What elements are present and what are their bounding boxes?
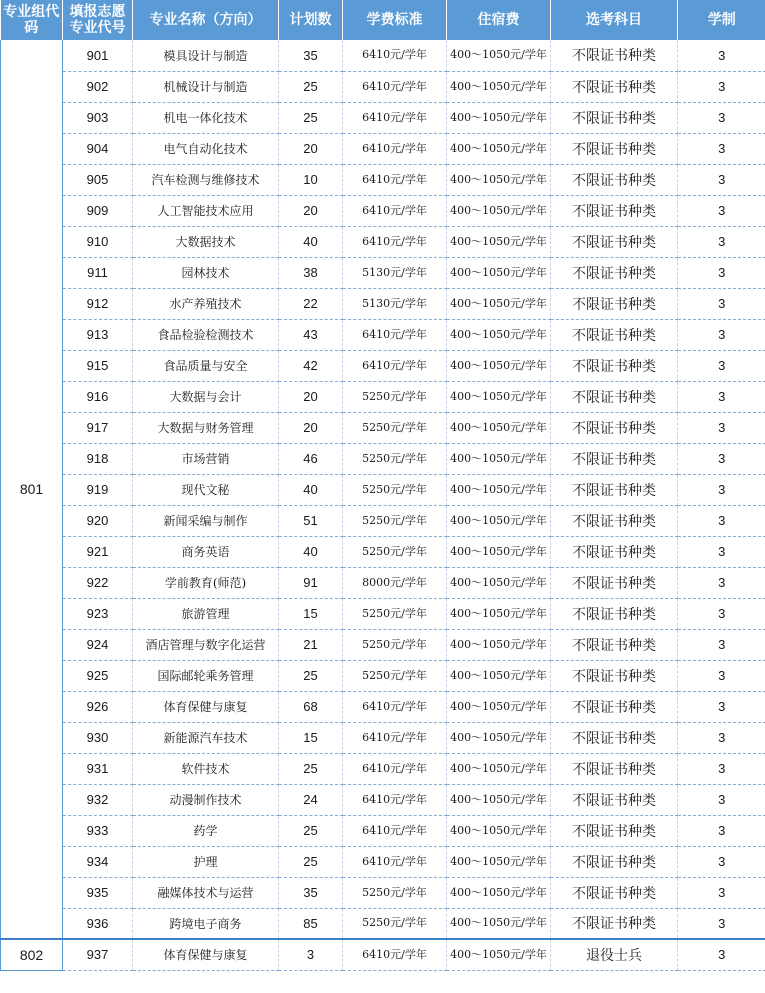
plan-count-cell: 20 <box>279 381 343 412</box>
major-code-cell: 924 <box>63 629 133 660</box>
tuition-cell: 6410元/学年 <box>343 226 447 257</box>
tuition-cell: 5250元/学年 <box>343 660 447 691</box>
header-major-code: 填报志愿专业代号 <box>63 0 133 40</box>
major-code-cell: 937 <box>63 939 133 970</box>
lodging-fee-cell: 400～1050元/学年 <box>447 629 551 660</box>
table-row <box>1 164 765 195</box>
tuition-cell: 5250元/学年 <box>343 412 447 443</box>
table-row <box>1 567 765 598</box>
major-code-cell: 934 <box>63 846 133 877</box>
tuition-cell: 6410元/学年 <box>343 815 447 846</box>
plan-count-cell: 43 <box>279 319 343 350</box>
table-row <box>1 288 765 319</box>
lodging-fee-cell: 400～1050元/学年 <box>447 257 551 288</box>
years-cell: 3 <box>678 319 765 350</box>
table-row <box>1 195 765 226</box>
lodging-fee-cell: 400～1050元/学年 <box>447 474 551 505</box>
major-name-cell: 机电一体化技术 <box>133 102 279 133</box>
tuition-cell: 5250元/学年 <box>343 474 447 505</box>
major-name-cell: 国际邮轮乘务管理 <box>133 660 279 691</box>
plan-count-cell: 40 <box>279 536 343 567</box>
plan-count-cell: 25 <box>279 102 343 133</box>
tuition-cell: 6410元/学年 <box>343 753 447 784</box>
major-name-cell: 大数据技术 <box>133 226 279 257</box>
tuition-cell: 6410元/学年 <box>343 195 447 226</box>
major-name-cell: 新能源汽车技术 <box>133 722 279 753</box>
lodging-fee-cell: 400～1050元/学年 <box>447 939 551 970</box>
table-row <box>1 846 765 877</box>
subject-cell: 不限证书种类 <box>551 691 678 722</box>
major-name-cell: 水产养殖技术 <box>133 288 279 319</box>
major-code-cell: 904 <box>63 133 133 164</box>
major-code-cell: 913 <box>63 319 133 350</box>
lodging-fee-cell: 400～1050元/学年 <box>447 40 551 71</box>
plan-count-cell: 20 <box>279 412 343 443</box>
years-cell: 3 <box>678 40 765 71</box>
major-code-cell: 915 <box>63 350 133 381</box>
table-row <box>1 102 765 133</box>
table-row <box>1 381 765 412</box>
subject-cell: 不限证书种类 <box>551 71 678 102</box>
lodging-fee-cell: 400～1050元/学年 <box>447 877 551 908</box>
years-cell: 3 <box>678 536 765 567</box>
tuition-cell: 5250元/学年 <box>343 629 447 660</box>
plan-count-cell: 46 <box>279 443 343 474</box>
table-row <box>1 815 765 846</box>
subject-cell: 不限证书种类 <box>551 815 678 846</box>
major-name-cell: 体育保健与康复 <box>133 691 279 722</box>
plan-count-cell: 10 <box>279 164 343 195</box>
plan-count-cell: 24 <box>279 784 343 815</box>
years-cell: 3 <box>678 474 765 505</box>
years-cell: 3 <box>678 877 765 908</box>
tuition-cell: 6410元/学年 <box>343 40 447 71</box>
major-name-cell: 市场营销 <box>133 443 279 474</box>
major-code-cell: 903 <box>63 102 133 133</box>
table-row <box>1 660 765 691</box>
years-cell: 3 <box>678 753 765 784</box>
header-lodging: 住宿费 <box>447 0 551 40</box>
subject-cell: 不限证书种类 <box>551 164 678 195</box>
major-code-cell: 901 <box>63 40 133 71</box>
subject-cell: 不限证书种类 <box>551 629 678 660</box>
major-code-cell: 917 <box>63 412 133 443</box>
years-cell: 3 <box>678 412 765 443</box>
major-code-cell: 912 <box>63 288 133 319</box>
subject-cell: 不限证书种类 <box>551 846 678 877</box>
tuition-cell: 6410元/学年 <box>343 71 447 102</box>
plan-count-cell: 42 <box>279 350 343 381</box>
major-code-cell: 933 <box>63 815 133 846</box>
subject-cell: 不限证书种类 <box>551 598 678 629</box>
subject-cell: 不限证书种类 <box>551 722 678 753</box>
years-cell: 3 <box>678 257 765 288</box>
lodging-fee-cell: 400～1050元/学年 <box>447 753 551 784</box>
years-cell: 3 <box>678 567 765 598</box>
plan-count-cell: 20 <box>279 195 343 226</box>
major-code-cell: 918 <box>63 443 133 474</box>
lodging-fee-cell: 400～1050元/学年 <box>447 505 551 536</box>
major-name-cell: 学前教育(师范) <box>133 567 279 598</box>
subject-cell: 不限证书种类 <box>551 474 678 505</box>
header-subject: 选考科目 <box>551 0 678 40</box>
header-plan: 计划数 <box>279 0 343 40</box>
major-name-cell: 大数据与财务管理 <box>133 412 279 443</box>
lodging-fee-cell: 400～1050元/学年 <box>447 102 551 133</box>
subject-cell: 不限证书种类 <box>551 784 678 815</box>
tuition-cell: 8000元/学年 <box>343 567 447 598</box>
plan-count-cell: 91 <box>279 567 343 598</box>
subject-cell: 不限证书种类 <box>551 195 678 226</box>
years-cell: 3 <box>678 443 765 474</box>
major-code-cell: 930 <box>63 722 133 753</box>
table-row <box>1 753 765 784</box>
plan-count-cell: 68 <box>279 691 343 722</box>
table-row <box>1 71 765 102</box>
lodging-fee-cell: 400～1050元/学年 <box>447 598 551 629</box>
table-row <box>1 319 765 350</box>
table-row <box>1 629 765 660</box>
table-row <box>1 443 765 474</box>
major-name-cell: 体育保健与康复 <box>133 939 279 970</box>
subject-cell: 不限证书种类 <box>551 133 678 164</box>
tuition-cell: 5250元/学年 <box>343 598 447 629</box>
table-header <box>1 0 765 40</box>
table-row <box>1 412 765 443</box>
tuition-cell: 5250元/学年 <box>343 877 447 908</box>
subject-cell: 不限证书种类 <box>551 40 678 71</box>
table-row <box>1 536 765 567</box>
major-code-cell: 909 <box>63 195 133 226</box>
table-row <box>1 908 765 939</box>
years-cell: 3 <box>678 722 765 753</box>
table-row <box>1 598 765 629</box>
table-row <box>1 257 765 288</box>
table-row <box>1 939 765 970</box>
years-cell: 3 <box>678 71 765 102</box>
years-cell: 3 <box>678 381 765 412</box>
tuition-cell: 5250元/学年 <box>343 536 447 567</box>
tuition-cell: 5130元/学年 <box>343 257 447 288</box>
major-name-cell: 食品质量与安全 <box>133 350 279 381</box>
major-name-cell: 软件技术 <box>133 753 279 784</box>
major-name-cell: 药学 <box>133 815 279 846</box>
table-body <box>1 40 765 970</box>
years-cell: 3 <box>678 846 765 877</box>
major-name-cell: 融媒体技术与运营 <box>133 877 279 908</box>
tuition-cell: 5250元/学年 <box>343 443 447 474</box>
subject-cell: 不限证书种类 <box>551 443 678 474</box>
major-code-cell: 902 <box>63 71 133 102</box>
tuition-cell: 6410元/学年 <box>343 133 447 164</box>
plan-count-cell: 35 <box>279 40 343 71</box>
plan-count-cell: 85 <box>279 908 343 939</box>
major-name-cell: 护理 <box>133 846 279 877</box>
header-tuition: 学费标准 <box>343 0 447 40</box>
table-row <box>1 133 765 164</box>
major-code-cell: 932 <box>63 784 133 815</box>
major-code-cell: 911 <box>63 257 133 288</box>
major-code-cell: 916 <box>63 381 133 412</box>
subject-cell: 退役士兵 <box>551 939 678 970</box>
lodging-fee-cell: 400～1050元/学年 <box>447 691 551 722</box>
major-name-cell: 酒店管理与数字化运营 <box>133 629 279 660</box>
major-name-cell: 园林技术 <box>133 257 279 288</box>
years-cell: 3 <box>678 598 765 629</box>
major-code-cell: 925 <box>63 660 133 691</box>
subject-cell: 不限证书种类 <box>551 753 678 784</box>
header-years: 学制 <box>678 0 765 40</box>
years-cell: 3 <box>678 815 765 846</box>
group-code-cell: 801 <box>1 40 63 939</box>
lodging-fee-cell: 400～1050元/学年 <box>447 536 551 567</box>
subject-cell: 不限证书种类 <box>551 381 678 412</box>
subject-cell: 不限证书种类 <box>551 257 678 288</box>
lodging-fee-cell: 400～1050元/学年 <box>447 660 551 691</box>
subject-cell: 不限证书种类 <box>551 567 678 598</box>
plan-count-cell: 25 <box>279 71 343 102</box>
plan-count-cell: 40 <box>279 226 343 257</box>
tuition-cell: 6410元/学年 <box>343 846 447 877</box>
table-row <box>1 474 765 505</box>
lodging-fee-cell: 400～1050元/学年 <box>447 350 551 381</box>
major-code-cell: 935 <box>63 877 133 908</box>
major-code-cell: 936 <box>63 908 133 939</box>
years-cell: 3 <box>678 691 765 722</box>
major-code-cell: 922 <box>63 567 133 598</box>
major-name-cell: 人工智能技术应用 <box>133 195 279 226</box>
lodging-fee-cell: 400～1050元/学年 <box>447 195 551 226</box>
years-cell: 3 <box>678 908 765 939</box>
major-name-cell: 商务英语 <box>133 536 279 567</box>
major-code-cell: 919 <box>63 474 133 505</box>
lodging-fee-cell: 400～1050元/学年 <box>447 908 551 939</box>
subject-cell: 不限证书种类 <box>551 660 678 691</box>
years-cell: 3 <box>678 629 765 660</box>
tuition-cell: 6410元/学年 <box>343 350 447 381</box>
major-name-cell: 汽车检测与维修技术 <box>133 164 279 195</box>
subject-cell: 不限证书种类 <box>551 877 678 908</box>
major-name-cell: 模具设计与制造 <box>133 40 279 71</box>
plan-count-cell: 51 <box>279 505 343 536</box>
tuition-cell: 5250元/学年 <box>343 908 447 939</box>
years-cell: 3 <box>678 350 765 381</box>
plan-count-cell: 25 <box>279 753 343 784</box>
header-major-name: 专业名称（方向） <box>133 0 279 40</box>
major-name-cell: 食品检验检测技术 <box>133 319 279 350</box>
table-row <box>1 40 765 71</box>
group-code-cell: 802 <box>1 939 63 970</box>
lodging-fee-cell: 400～1050元/学年 <box>447 71 551 102</box>
lodging-fee-cell: 400～1050元/学年 <box>447 722 551 753</box>
major-code-cell: 905 <box>63 164 133 195</box>
years-cell: 3 <box>678 102 765 133</box>
major-code-cell: 921 <box>63 536 133 567</box>
years-cell: 3 <box>678 164 765 195</box>
tuition-cell: 5130元/学年 <box>343 288 447 319</box>
plan-count-cell: 35 <box>279 877 343 908</box>
lodging-fee-cell: 400～1050元/学年 <box>447 412 551 443</box>
years-cell: 3 <box>678 505 765 536</box>
table-row <box>1 505 765 536</box>
tuition-cell: 6410元/学年 <box>343 691 447 722</box>
tuition-cell: 5250元/学年 <box>343 381 447 412</box>
table-row <box>1 691 765 722</box>
major-name-cell: 现代文秘 <box>133 474 279 505</box>
years-cell: 3 <box>678 784 765 815</box>
major-name-cell: 电气自动化技术 <box>133 133 279 164</box>
plan-count-cell: 15 <box>279 722 343 753</box>
years-cell: 3 <box>678 226 765 257</box>
major-code-cell: 926 <box>63 691 133 722</box>
plan-count-cell: 22 <box>279 288 343 319</box>
lodging-fee-cell: 400～1050元/学年 <box>447 846 551 877</box>
tuition-cell: 6410元/学年 <box>343 164 447 195</box>
plan-count-cell: 25 <box>279 660 343 691</box>
lodging-fee-cell: 400～1050元/学年 <box>447 133 551 164</box>
plan-count-cell: 3 <box>279 939 343 970</box>
tuition-cell: 6410元/学年 <box>343 722 447 753</box>
major-code-cell: 931 <box>63 753 133 784</box>
lodging-fee-cell: 400～1050元/学年 <box>447 381 551 412</box>
lodging-fee-cell: 400～1050元/学年 <box>447 164 551 195</box>
lodging-fee-cell: 400～1050元/学年 <box>447 226 551 257</box>
lodging-fee-cell: 400～1050元/学年 <box>447 784 551 815</box>
tuition-cell: 6410元/学年 <box>343 784 447 815</box>
table-row <box>1 784 765 815</box>
table-row <box>1 722 765 753</box>
subject-cell: 不限证书种类 <box>551 102 678 133</box>
plan-count-cell: 25 <box>279 815 343 846</box>
major-name-cell: 机械设计与制造 <box>133 71 279 102</box>
years-cell: 3 <box>678 660 765 691</box>
major-name-cell: 动漫制作技术 <box>133 784 279 815</box>
plan-count-cell: 38 <box>279 257 343 288</box>
plan-count-cell: 21 <box>279 629 343 660</box>
table-row <box>1 350 765 381</box>
lodging-fee-cell: 400～1050元/学年 <box>447 815 551 846</box>
major-code-cell: 910 <box>63 226 133 257</box>
plan-count-cell: 20 <box>279 133 343 164</box>
tuition-cell: 5250元/学年 <box>343 505 447 536</box>
years-cell: 3 <box>678 288 765 319</box>
header-row <box>1 0 765 40</box>
major-name-cell: 新闻采编与制作 <box>133 505 279 536</box>
plan-count-cell: 40 <box>279 474 343 505</box>
lodging-fee-cell: 400～1050元/学年 <box>447 567 551 598</box>
table-row <box>1 877 765 908</box>
years-cell: 3 <box>678 133 765 164</box>
tuition-cell: 6410元/学年 <box>343 939 447 970</box>
subject-cell: 不限证书种类 <box>551 908 678 939</box>
lodging-fee-cell: 400～1050元/学年 <box>447 319 551 350</box>
header-group-code: 专业组代码 <box>1 0 63 40</box>
major-code-cell: 923 <box>63 598 133 629</box>
lodging-fee-cell: 400～1050元/学年 <box>447 443 551 474</box>
major-name-cell: 跨境电子商务 <box>133 908 279 939</box>
table-row <box>1 226 765 257</box>
major-name-cell: 旅游管理 <box>133 598 279 629</box>
subject-cell: 不限证书种类 <box>551 226 678 257</box>
major-code-cell: 920 <box>63 505 133 536</box>
years-cell: 3 <box>678 195 765 226</box>
subject-cell: 不限证书种类 <box>551 505 678 536</box>
major-name-cell: 大数据与会计 <box>133 381 279 412</box>
subject-cell: 不限证书种类 <box>551 319 678 350</box>
lodging-fee-cell: 400～1050元/学年 <box>447 288 551 319</box>
subject-cell: 不限证书种类 <box>551 288 678 319</box>
subject-cell: 不限证书种类 <box>551 412 678 443</box>
years-cell: 3 <box>678 939 765 970</box>
plan-count-cell: 25 <box>279 846 343 877</box>
plan-count-cell: 15 <box>279 598 343 629</box>
tuition-cell: 6410元/学年 <box>343 102 447 133</box>
subject-cell: 不限证书种类 <box>551 536 678 567</box>
subject-cell: 不限证书种类 <box>551 350 678 381</box>
tuition-cell: 6410元/学年 <box>343 319 447 350</box>
